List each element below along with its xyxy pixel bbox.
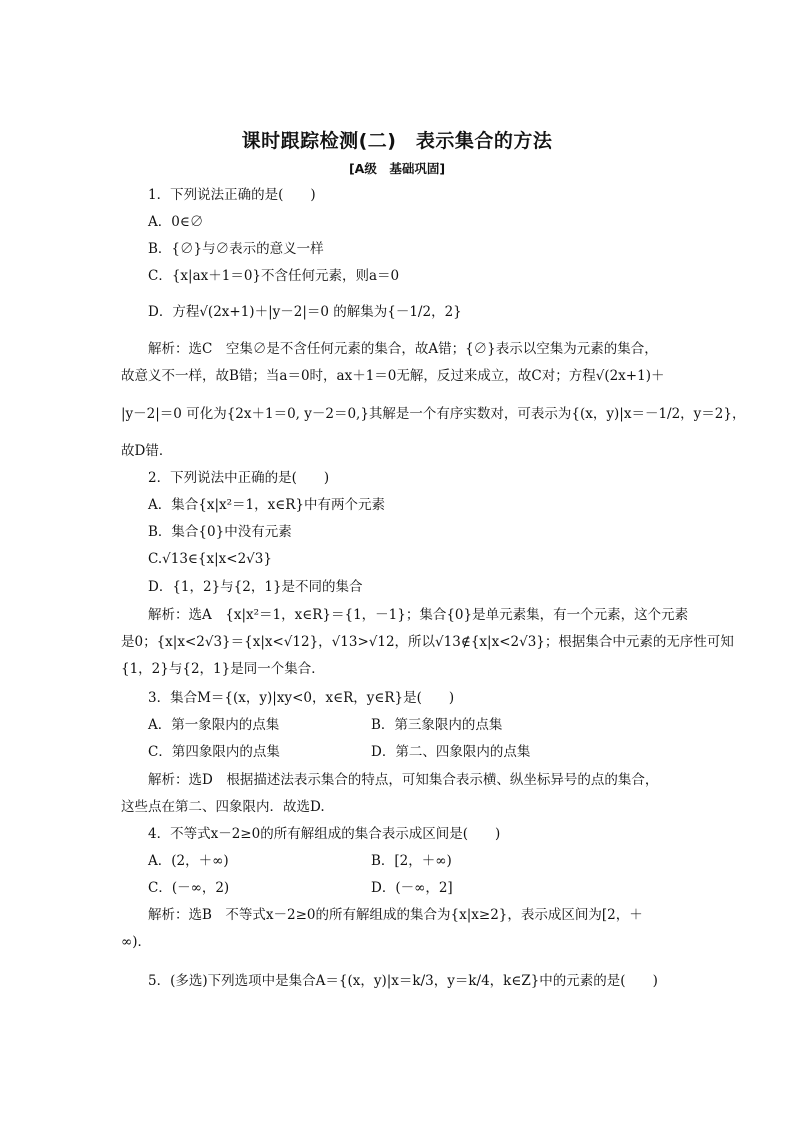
q2-solution-line-3: {1，2}与{2，1}是同一个集合． xyxy=(121,661,325,677)
q1-solution-line-4: 故D错． xyxy=(121,443,173,459)
q1-solution-line-2: 故意义不一样，故B错；当a＝0时，ax＋1＝0无解，反过来成立，故C对；方程√(2x+1)＋ xyxy=(121,368,665,384)
question-2: 2．下列说法中正确的是( ) xyxy=(148,470,330,486)
page-title: 课时跟踪检测(二) 表示集合的方法 xyxy=(241,130,553,152)
q2-solution-line-2: 是0；{x|x<2√3}＝{x|x<√12}，√13>√12，所以√13∉{x|x<2√3}；根据集合中元素的无序性可知 xyxy=(121,634,734,650)
q3-option-c: C．第四象限内的点集 xyxy=(148,744,280,760)
q1-option-d: D．方程√(2x+1)＋|y－2|＝0 的解集为{－1/2，2} xyxy=(148,304,462,320)
q1-option-c: C．{x|ax＋1＝0}不含任何元素，则a＝0 xyxy=(148,268,400,284)
q3-solution-line-1: 解析：选D 根据描述法表示集合的特点，可知集合表示横、纵坐标异号的点的集合， xyxy=(148,772,659,788)
q1-solution-line-1: 解析：选C 空集∅是不含任何元素的集合，故A错；{∅}表示以空集为元素的集合， xyxy=(148,341,658,357)
q3-solution-line-2: 这些点在第二、四象限内．故选D. xyxy=(121,799,325,815)
q3-option-d: D．第二、四象限内的点集 xyxy=(371,744,531,760)
question-3: 3．集合M＝{(x，y)|xy<0，x∈R，y∈R}是( ) xyxy=(148,690,455,706)
q4-option-a: A．(2，＋∞) xyxy=(148,853,229,869)
section-label: [A级 基础巩固] xyxy=(348,161,446,176)
q4-solution-line-1: 解析：选B 不等式x－2≥0的所有解组成的集合为{x|x≥2}，表示成区间为[2，＋ xyxy=(148,907,643,923)
q3-option-a: A．第一象限内的点集 xyxy=(148,717,280,733)
q4-solution-line-2: ∞)． xyxy=(121,934,152,950)
q3-option-b: B．第三象限内的点集 xyxy=(371,717,503,733)
question-1: 1．下列说法正确的是( ) xyxy=(148,187,316,203)
question-4: 4．不等式x－2≥0的所有解组成的集合表示成区间是( ) xyxy=(148,826,501,842)
q4-option-d: D．(－∞，2] xyxy=(371,880,453,896)
q4-option-c: C．(－∞，2) xyxy=(148,880,230,896)
question-5: 5．(多选)下列选项中是集合A＝{(x，y)|x＝k/3，y＝k/4，k∈Z}中的元素的是( ) xyxy=(148,973,658,989)
q2-option-a: A．集合{x|x²＝1，x∈R}中有两个元素 xyxy=(148,497,385,513)
q4-option-b: B．[2，＋∞) xyxy=(371,853,452,869)
q2-option-d: D．{1，2}与{2，1}是不同的集合 xyxy=(148,579,363,595)
q1-option-b: B．{∅}与∅表示的意义一样 xyxy=(148,241,324,257)
q2-option-c: C.√13∈{x|x<2√3} xyxy=(148,551,272,567)
q2-solution-line-1: 解析：选A {x|x²＝1，x∈R}＝{1，－1}；集合{0}是单元素集，有一个元素，这个元素 xyxy=(148,607,689,623)
q1-option-a: A．0∈∅ xyxy=(148,214,204,230)
q1-solution-line-3: |y－2|＝0 可化为{2x＋1＝0, y－2＝0,}其解是一个有序实数对，可表示为{(x，y)|x＝－1/2，y＝2}， xyxy=(121,406,746,422)
q2-option-b: B．集合{0}中没有元素 xyxy=(148,524,292,540)
